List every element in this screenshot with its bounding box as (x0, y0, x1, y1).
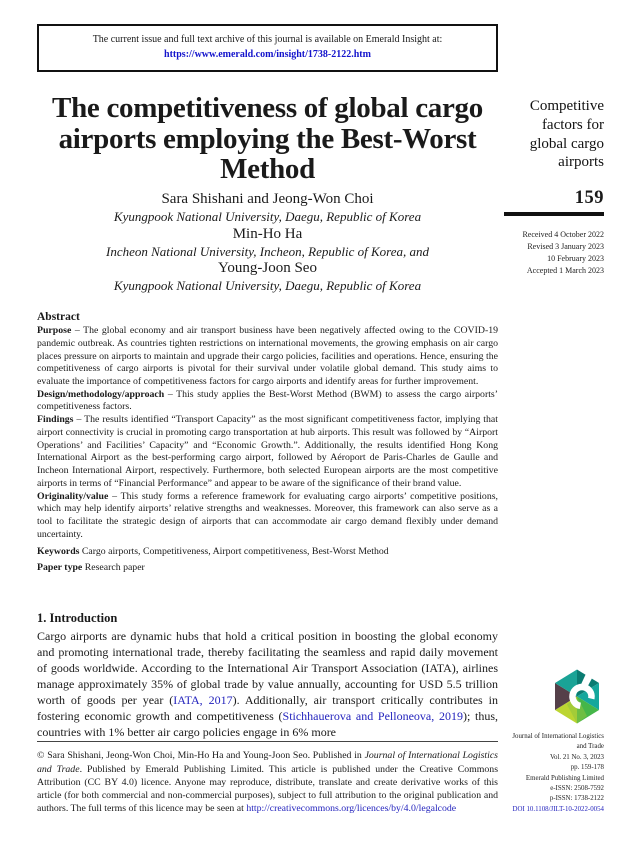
article-title: The competitiveness of global cargo airports employing the Best-Worst Method (52, 92, 483, 186)
colophon-block (504, 668, 604, 815)
history-revised-2: 10 February 2023 (547, 254, 604, 263)
abstract-originality (37, 491, 498, 542)
history-accepted: Accepted 1 March 2023 (526, 266, 604, 275)
colophon-journal-title: Journal of International Logistics and Trade (512, 733, 604, 751)
intro-text: ). Additionally, air transport critically contributes in fostering economic growth and competitiveness ( (37, 693, 498, 724)
originality-text: – This study forms a reference framework for evaluating cargo airports’ competitive positions, which may help identify airports’ relative strengths and weaknesses. Moreover, this framework can also serve as a tool to facilitate the strategic design of airports that can accommodate air cargo demand flexibly under demand uncertainty. (37, 490, 498, 540)
colophon-pages: pp. 159-178 (570, 764, 604, 772)
history-received: Received 4 October 2022 (522, 230, 604, 239)
abstract-findings (37, 414, 498, 490)
keywords-label: Keywords (37, 545, 80, 557)
page-content (37, 72, 604, 815)
abstract-section (37, 311, 498, 575)
author-affiliation: Incheon National University, Incheon, Republic of Korea, and (105, 243, 429, 259)
intro-text: Cargo airports are dynamic hubs that hold a critical position in boosting the global economy and promoting international trade, thereby facilitating the seamless and rapid daily movement of goods worldwide. According to the International Air Transport Association (IATA), airlines manage approximately 35% of global trade by value annually, accounting for USD 5.5 trillion worth of goods per year ( (37, 628, 498, 708)
footnote-text: . Published by Emerald Publishing Limited. This article is published under the Creative Commons Attribution (CC BY 4.0) licence. Anyone may reproduce, distribute, translate and create derivative works of this article (for both commercial and non-commercial purposes), subject to full attribution to the original publication and authors. The full terms of this licence may be seen at (37, 763, 499, 814)
author-affiliation: Kyungpook National University, Daegu, Republic of Korea (113, 208, 422, 224)
findings-label: Findings (37, 414, 74, 426)
citation-link-stichhauerova-2019[interactable]: Stichhauerova and Pelloneova, 2019 (282, 709, 463, 724)
citation-link-iata-2017[interactable]: IATA, 2017 (173, 693, 233, 708)
banner-link[interactable]: https://www.emerald.com/insight/1738-2122.htm (164, 48, 371, 60)
author-name: Min-Ho Ha (232, 225, 303, 242)
intro-text: ); thus, countries with 1% better air cargo policies engage in 6% more (37, 709, 499, 740)
licence-link[interactable]: http://creativecommons.org/licences/by/4.0/legalcode (246, 802, 457, 814)
banner-text: The current issue and full text archive of this journal is available on Emerald Insight at: (92, 34, 443, 45)
footnote-text: © Sara Shishani, Jeong-Won Choi, Min-Ho Ha and Young-Joon Seo. Published in (37, 750, 365, 762)
design-text: – This study applies the Best-Worst Method (BWM) to assess the cargo airports’ competitiveness factors. (37, 388, 498, 413)
main-column (37, 72, 498, 815)
originality-label: Originality/value (37, 490, 109, 502)
availability-banner (37, 24, 498, 72)
colophon-volume: Vol. 21 No. 3, 2023 (549, 753, 604, 761)
footnote-journal-name: Journal of International Logistics and Trade (37, 750, 498, 775)
authors-block (37, 190, 498, 294)
running-title: Competitive factors for global cargo airports (529, 98, 604, 171)
history-revised: Revised 3 January 2023 (527, 242, 604, 251)
emerald-publisher-logo-icon (552, 668, 602, 725)
sidebar-column (498, 72, 604, 815)
journal-colophon (504, 732, 604, 815)
page-number-rule (504, 212, 604, 216)
paper-type-label: Paper type (37, 562, 83, 574)
author-name: Sara Shishani and Jeong-Won Choi (161, 191, 374, 208)
design-label: Design/methodology/approach (37, 388, 165, 400)
introduction-paragraph (37, 628, 498, 741)
purpose-text: – The global economy and air transport business have been negatively affected owing to the COVID-19 pandemic outbreak. As countries tighten restrictions on international movements, the growing emphasis on air cargo places pressure on airports to maintain and upgrade their cargo policies, facilities and operations. Hence, ensuring the competitiveness of cargo airports is pivotal for their survival under volatile global demand. This study aims to evaluate the importance of competitiveness factors for cargo airports and identify areas for further improvement. (37, 325, 498, 387)
colophon-eissn: e-ISSN: 2508-7592 (550, 784, 604, 792)
introduction-section (37, 611, 498, 741)
author-affiliation: Kyungpook National University, Daegu, Republic of Korea (113, 278, 422, 294)
colophon-publisher: Emerald Publishing Limited (525, 774, 604, 782)
paper-type-line (37, 562, 498, 575)
findings-text: – The results identified “Transport Capacity” as the most significant competitiveness factor, implying that airport connectivity is crucial in promoting cargo transportation at hub airports. This result was followed by “Airport Operations’ and Facilities’ Capacity” and “Economic Growth.”. Additionally, the results identified Hong Kong International Airport as the best-performing cargo airport, followed by Aéroport de Paris-Charles de Gaulle and Incheon International Airport, respectively. Furthermore, both selected European airports are the most competitive airports in terms of “Financial Performance” and appear to be aware of the significance of their brand value. (37, 414, 498, 489)
paper-type-text: Research paper (82, 562, 145, 574)
abstract-heading: Abstract (37, 311, 80, 324)
page-number-block (504, 188, 604, 216)
colophon-pissn: p-ISSN: 1738-2122 (549, 795, 604, 803)
doi-link[interactable]: DOI 10.1108/JILT-10-2022-0054 (512, 805, 604, 813)
introduction-heading: 1. Introduction (37, 610, 118, 625)
abstract-purpose (37, 325, 498, 389)
abstract-design (37, 389, 498, 414)
article-history (522, 229, 604, 277)
author-name: Young-Joon Seo (218, 260, 317, 277)
keywords-line (37, 546, 498, 559)
keywords-text: Cargo airports, Competitiveness, Airport competitiveness, Best-Worst Method (79, 545, 389, 557)
page-number: 159 (574, 188, 604, 208)
copyright-footnote (37, 741, 498, 815)
purpose-label: Purpose (37, 325, 72, 337)
